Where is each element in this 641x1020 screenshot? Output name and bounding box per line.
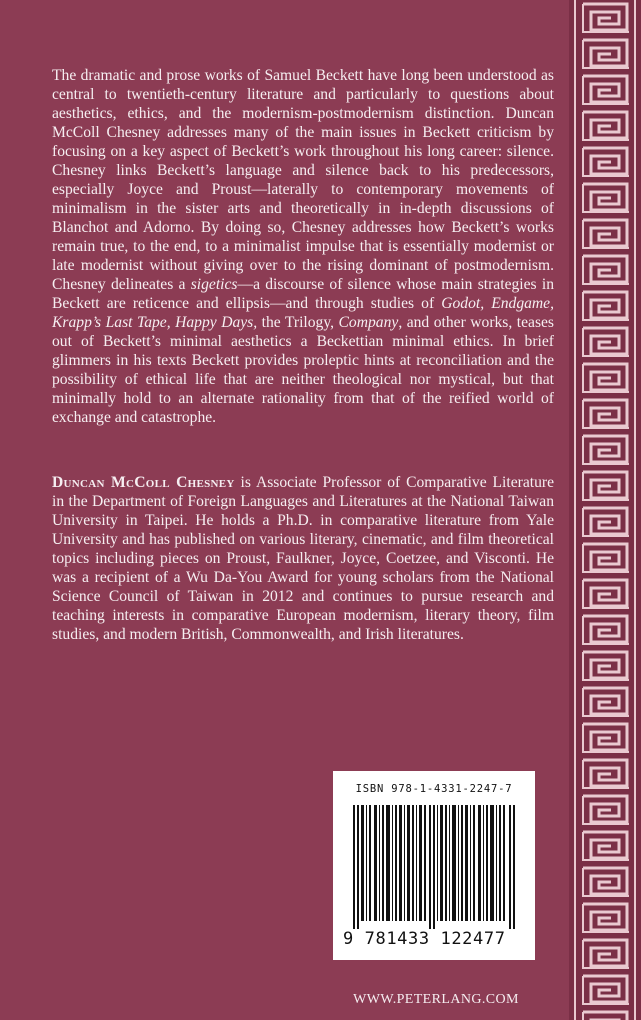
works-titles: Godot, Endgame, Krapp’s Last Tape, Happy Days, [52, 295, 554, 331]
barcode-box [333, 771, 535, 960]
sigetics-term: sigetics [190, 276, 238, 293]
isbn-label: ISBN 978-1-4331-2247-7 [355, 783, 513, 795]
publisher-website: WWW.PETERLANG.COM [353, 992, 519, 1007]
bio-text: is Associate Professor of Comparative Literature in the Department of Foreign Languages and Literatures at the National Taiwan University in Taipei. He holds a Ph.D. in comparative literature from Yale University and has published on various literary, cinematic, and film theoretical topics including pieces on Proust, Faulkner, Joyce, Coetzee, and Visconti. He was a recipient of a Wu Da-You Award for young scholars from the National Science Council of Taiwan in 2012 and continues to pursue research and teaching interests in comparative European modernism, literary theory, film studies, and modern British, Commonwealth, and Irish literatures. [52, 474, 554, 643]
book-description: The dramatic and prose works of Samuel Beckett have long been understood as central to twentieth-century literature and particularly to questions about aesthetics, ethics, and the modernism-postmodernism distinction. Duncan McColl Chesney addresses many of the main issues in Beckett criticism by focusing on a key aspect of Beckett’s work throughout his long career: silence. Chesney links Beckett’s language and silence back to his predecessors, especially Joyce and Proust—laterally to contemporary movements of minimalism in the sister arts and theoretically in in-depth discussions of Blanchot and Adorno. By doing so, Chesney addresses how Beckett’s works remain true, to the end, to a minimalist impulse that is essentially modernist or late modernist without giving over to the rising dominant of postmodernism. Chesney delineates a sigetics—a discourse of silence whose main strategies in Beckett are reticence and ellipsis—and through studies of Godot, Endgame, Krapp’s Last Tape, Happy Days, the Trilogy, Company, and other works, teases out of Beckett’s minimal aesthetics a Beckettian minimal ethics. In brief glimmers in his texts Beckett provides proleptic hints at reconciliation and the possibility of ethical life that are neither theological nor mystical, but that minimally hold to an alternate rationality from that of the reified world of exchange and catastrophe. [52, 67, 555, 426]
company-title: Company [338, 314, 399, 331]
author-name: Duncan McColl Chesney [52, 474, 235, 491]
author-bio [52, 473, 554, 644]
barcode-icon [353, 805, 517, 929]
text-column [52, 66, 554, 644]
greek-key-pattern-icon [569, 0, 641, 1020]
barcode-digits: 9 781433 122477 [343, 929, 506, 949]
decorative-border [569, 0, 641, 1020]
